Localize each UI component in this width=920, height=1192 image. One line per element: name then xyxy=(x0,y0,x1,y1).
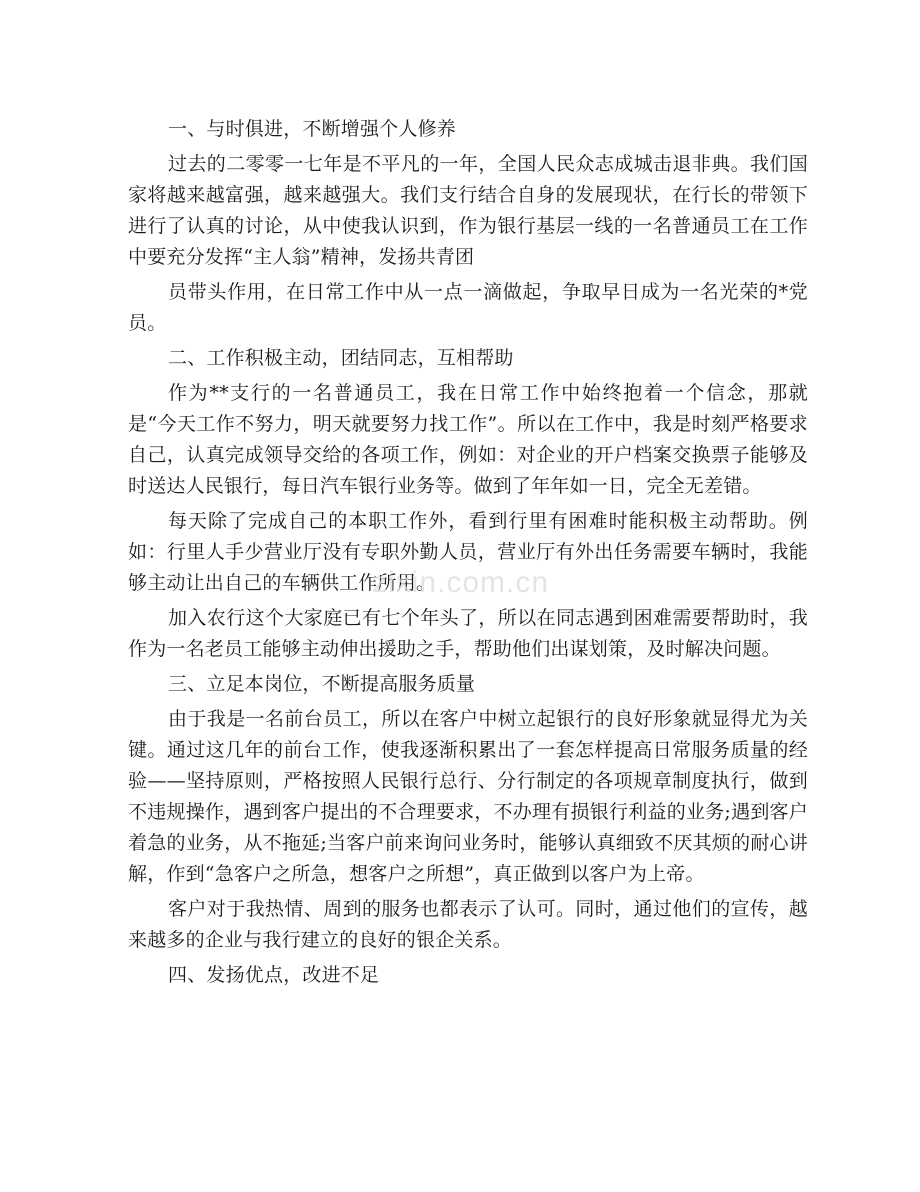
paragraph: 客户对于我热情、周到的服务也都表示了认可。同时，通过他们的宣传，越来越多的企业与我行建立的良好的银企关系。 xyxy=(128,898,808,951)
document-body xyxy=(128,114,808,995)
paragraph: 员带头作用，在日常工作中从一点一滴做起，争取早日成为一名光荣的*党员。 xyxy=(128,281,808,334)
paragraph: 每天除了完成自己的本职工作外，看到行里有困难时能积极主动帮助。例如：行里人手少营业厅没有专职外勤人员，营业厅有外出任务需要车辆时，我能够主动让出自己的车辆供工作所用。 xyxy=(128,510,808,594)
section-heading-4: 四、发扬优点，改进不足 xyxy=(168,964,380,986)
paragraph: 由于我是一名前台员工，所以在客户中树立起银行的良好形象就显得尤为关键。通过这几年的前台工作，使我逐渐积累出了一套怎样提高日常服务质量的经验——坚持原则，严格按照人民银行总行、分行制定的各项规章制度执行，做到不违规操作，遇到客户提出的不合理要求，不办理有损银行利益的业务;遇到客户着急的业务，从不拖延;当客户前来询问业务时，能够认真细致不厌其烦的耐心讲解，作到“急客户之所急，想客户之所想”，真正做到以客户为上帝。 xyxy=(128,708,808,885)
section-heading-2: 二、工作积极主动，团结同志，互相帮助 xyxy=(168,347,514,369)
paragraph: 加入农行这个大家庭已有七个年头了，所以在同志遇到困难需要帮助时，我作为一名老员工能够主动伸出援助之手，帮助他们出谋划策，及时解决问题。 xyxy=(128,607,808,660)
paragraph: 作为**支行的一名普通员工，我在日常工作中始终抱着一个信念，那就是“今天工作不努力，明天就要努力找工作”。所以在工作中，我是时刻严格要求自己，认真完成领导交给的各项工作，例如：对企业的开户档案交换票子能够及时送达人民银行，每日汽车银行业务等。做到了年年如一日，完全无差错。 xyxy=(128,382,808,497)
paragraph: 过去的二零零一七年是不平凡的一年，全国人民众志成城击退非典。我们国家将越来越富强，越来越强大。我们支行结合自身的发展现状，在行长的带领下进行了认真的讨论，从中使我认识到，作为银行基层一线的一名普通员工在工作中要充分发挥“主人翁”精神，发扬共青团 xyxy=(128,153,808,268)
section-heading-1: 一、与时俱进，不断增强个人修养 xyxy=(168,118,457,140)
section-heading-3: 三、立足本岗位，不断提高服务质量 xyxy=(168,673,476,695)
watermark: zixin.com.cn xyxy=(372,566,550,599)
